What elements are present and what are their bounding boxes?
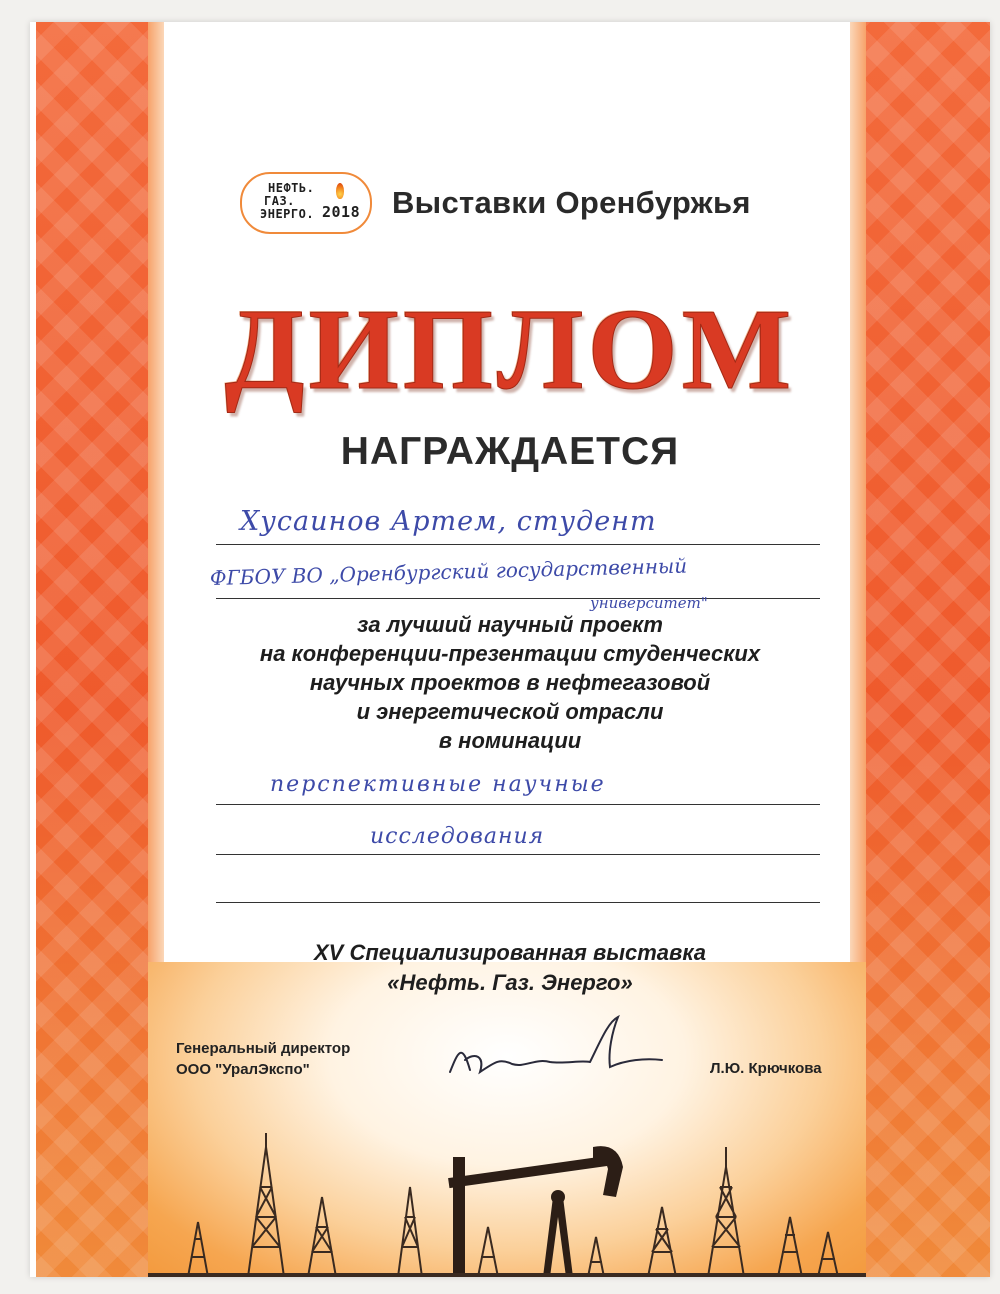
- nomination-line-1: перспективные научные: [270, 772, 606, 797]
- recipient-institution: ФГБОУ ВО „Оренбургский государственный: [209, 553, 688, 590]
- oilfield-illustration: [148, 962, 866, 1277]
- organizer-title: Выставки Оренбуржья: [392, 185, 751, 220]
- exhibition-line-1: XV Специализированная выставка: [313, 940, 706, 965]
- awarded-heading: НАГРАЖДАЕТСЯ: [340, 430, 680, 473]
- diploma-title: ДИПЛОМ: [224, 286, 796, 414]
- position-line-1: Генеральный директор: [176, 1040, 351, 1057]
- reason-line-3: научных проектов в нефтегазовой: [309, 670, 711, 695]
- recipient-institution-cont: университет": [590, 594, 708, 612]
- logo-year: 2018: [322, 203, 361, 221]
- reason-line-1: за лучший научный проект: [357, 612, 663, 637]
- reason-line-5: в номинации: [438, 728, 582, 753]
- recipient-underline-2: [216, 598, 820, 599]
- signatory-position: [176, 1038, 350, 1080]
- header: [240, 172, 751, 234]
- exhibition-name: [30, 938, 990, 998]
- exhibition-logo: [240, 172, 372, 234]
- nomination-underline-2: [216, 854, 820, 855]
- position-line-2: ООО "УралЭкспо": [176, 1061, 310, 1078]
- recipient-name: Хусаинов Артем, студент: [240, 506, 657, 537]
- logo-line-3: ЭНЕРГО.: [260, 207, 315, 221]
- nomination-underline-1: [216, 804, 820, 805]
- flame-icon: [336, 183, 344, 199]
- handwritten-signature: [440, 1012, 670, 1092]
- nomination-line-2: исследования: [370, 824, 545, 849]
- award-reason: [30, 610, 990, 755]
- signatory-name: Л.Ю. Крючкова: [710, 1060, 822, 1077]
- recipient-underline-1: [216, 544, 820, 545]
- logo-line-2: ГАЗ.: [264, 194, 295, 208]
- exhibition-line-2: «Нефть. Газ. Энерго»: [387, 970, 633, 995]
- reason-line-4: и энергетической отрасли: [356, 699, 664, 724]
- diploma-sheet: [30, 22, 990, 1277]
- logo-line-1: НЕФТЬ.: [268, 181, 315, 195]
- nomination-underline-3: [216, 902, 820, 903]
- reason-line-2: на конференции-презентации студенческих: [259, 641, 761, 666]
